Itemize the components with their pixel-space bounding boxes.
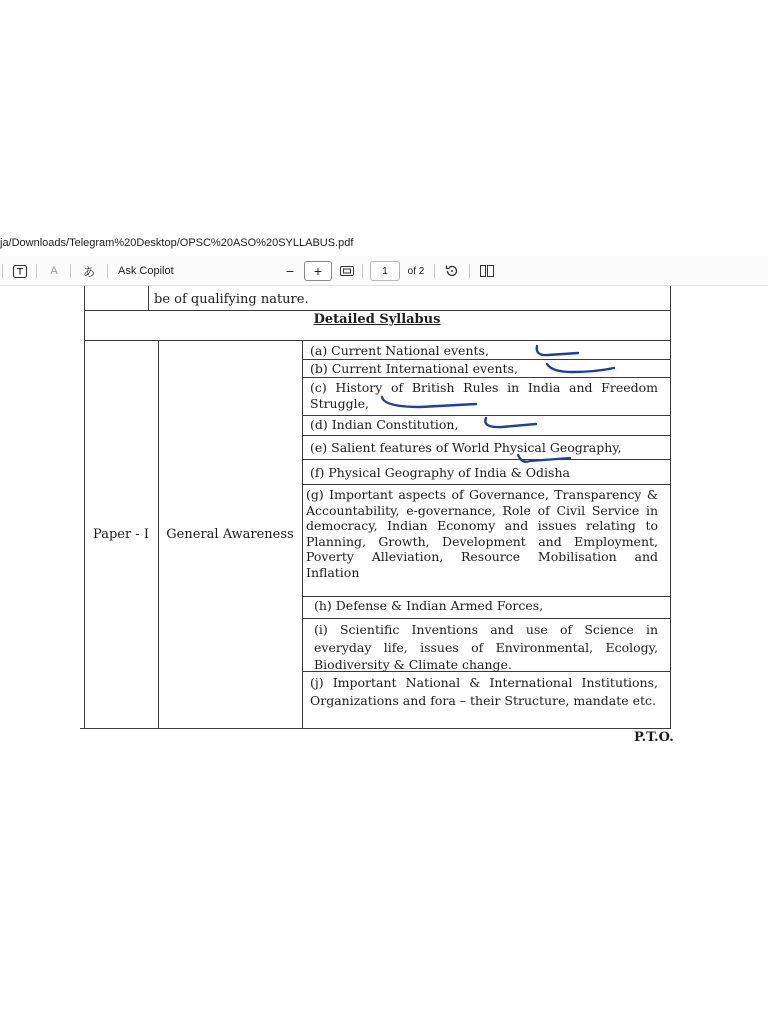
toolbar-divider: [434, 264, 435, 278]
pen-annotations: [0, 286, 768, 746]
topic-item: (c) History of British Rules in India and Freedom Struggle,: [310, 380, 658, 411]
fit-page-icon[interactable]: [338, 261, 356, 281]
translate-button[interactable]: あ: [82, 264, 95, 279]
topic-item: (b) Current International events,: [310, 361, 518, 376]
toolbar-divider: [70, 264, 71, 278]
subject-label: General Awareness: [166, 527, 294, 542]
toolbar-divider: [2, 264, 3, 278]
pdf-page: [0, 286, 768, 746]
read-aloud-icon[interactable]: [12, 261, 28, 281]
toolbar-divider: [469, 264, 470, 278]
page-total: of 2: [407, 265, 425, 277]
text-size-button[interactable]: A: [50, 265, 58, 277]
zoom-in-button[interactable]: +: [304, 261, 332, 281]
qualifying-note: be of qualifying nature.: [154, 292, 309, 307]
rotate-icon[interactable]: [443, 261, 461, 281]
page-number-input[interactable]: 1: [370, 261, 400, 281]
pen-underline-mark: [547, 364, 614, 372]
topic-item: (a) Current National events,: [310, 343, 489, 358]
topic-item: (i) Scientific Inventions and use of Science in everyday life, issues of Environmental, Ecology, Biodiversity & Climate change.: [314, 622, 658, 672]
pdf-file-path: ja/Downloads/Telegram%20Desktop/OPSC%20ASO%20SYLLABUS.pdf: [0, 237, 354, 249]
toolbar-divider: [36, 264, 37, 278]
topic-item: (e) Salient features of World Physical Geography,: [310, 440, 622, 455]
section-heading: Detailed Syllabus: [313, 312, 441, 327]
pen-underline-mark: [518, 455, 570, 462]
pen-underline-mark: [485, 418, 536, 427]
page-turn-note: P.T.O.: [634, 730, 674, 745]
topic-item: (f) Physical Geography of India & Odisha: [310, 465, 570, 480]
zoom-out-button[interactable]: −: [285, 263, 295, 279]
topic-item: (g) Important aspects of Governance, Transparency & Accountability, e-governance, Role of Civil Service in democracy, Indian Economy and issues relating to Planning, Growth, Development and Employment, Poverty Alleviation, Resource Mobilisation and Inflation: [306, 487, 658, 580]
pen-underline-mark: [382, 397, 476, 407]
pdf-toolbar: [0, 256, 768, 286]
topic-item: (d) Indian Constitution,: [310, 417, 459, 432]
ask-copilot-button[interactable]: Ask Copilot: [118, 265, 174, 277]
paper-label: Paper - I: [93, 527, 149, 542]
toolbar-divider: [107, 264, 108, 278]
pen-underline-mark: [537, 346, 578, 355]
toolbar-divider: [362, 264, 363, 278]
topic-item: (h) Defense & Indian Armed Forces,: [314, 598, 544, 613]
page-view-icon[interactable]: [478, 261, 496, 281]
topic-item: (j) Important National & International Institutions, Organizations and fora – their Structure, mandate etc.: [310, 675, 658, 708]
